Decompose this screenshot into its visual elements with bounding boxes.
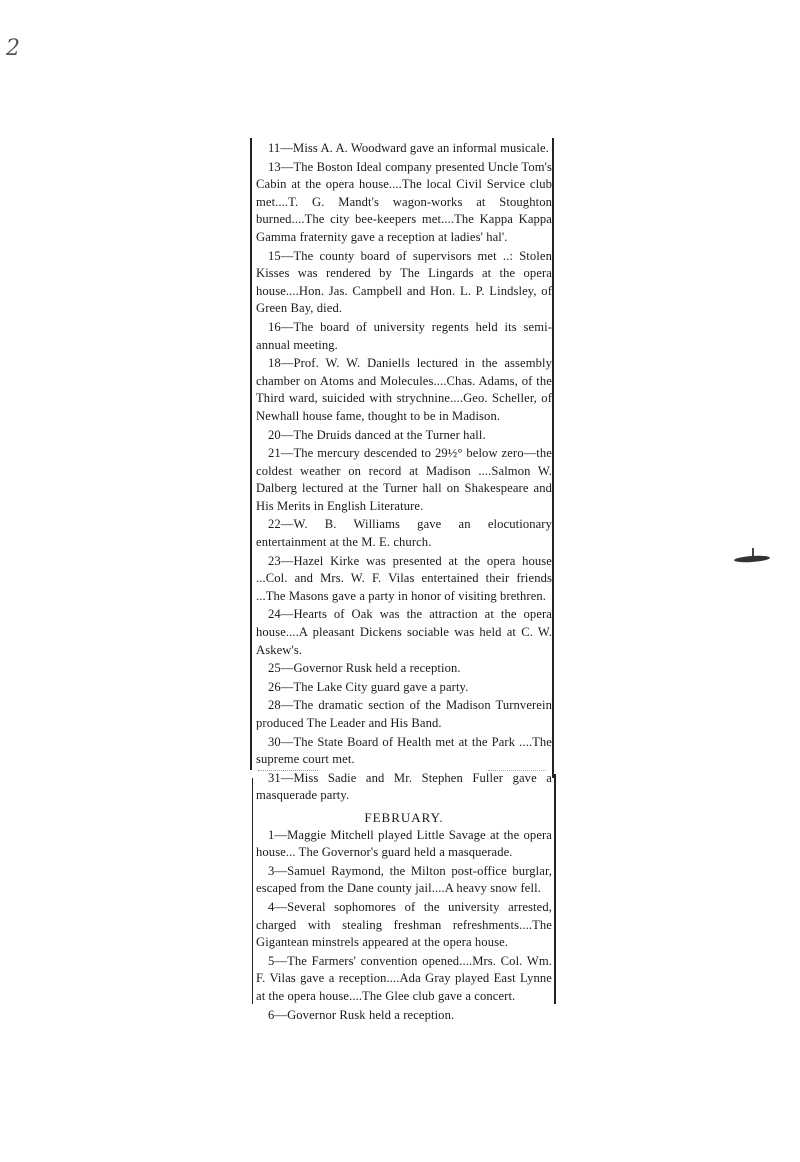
- newspaper-clipping: [250, 130, 556, 1022]
- entry-jan-30: 30—The State Board of Health met at the Park ....The supreme court met.: [256, 734, 552, 767]
- entry-jan-25: 25—Governor Rusk held a reception.: [268, 661, 461, 676]
- entry-jan-31: 31—Miss Sadie and Mr. Stephen Fuller gave a masquerade party.: [256, 770, 552, 803]
- month-heading-february: FEBRUARY.: [364, 809, 444, 825]
- entry-jan-15: 15—The county board of supervisors met ..: Stolen Kisses was rendered by The Lingards at the opera house....Hon. Jas. Campbell and Hon. L. P. Lindsley, of Green Bay, died.: [256, 248, 552, 316]
- column-rule-left-lower: [252, 778, 253, 1004]
- entry-jan-24: 24—Hearts of Oak was the attraction at the opera house....A pleasant Dickens sociable was held at C. W. Askew's.: [256, 607, 552, 657]
- entry-feb-5: 5—The Farmers' convention opened....Mrs. Col. Wm. F. Vilas gave a reception....Ada Gray played East Lynne at the opera house....The Glee club gave a concert.: [256, 953, 552, 1003]
- entry-jan-18: 18—Prof. W. W. Daniells lectured in the assembly chamber on Atoms and Molecules....Chas. Adams, of the Third ward, suicided with strychnine....Geo. Scheller, of Newhall house fame, thought to be in Madison.: [256, 356, 552, 423]
- january-section: [256, 140, 552, 805]
- entry-feb-1: 1—Maggie Mitchell played Little Savage at the opera house... The Governor's guard held a masquerade.: [256, 827, 552, 860]
- entry-jan-28: 28—The dramatic section of the Madison Turnverein produced The Leader and His Band.: [256, 698, 552, 730]
- entry-jan-26: 26—The Lake City guard gave a party.: [268, 679, 469, 694]
- entry-jan-23: 23—Hazel Kirke was presented at the opera house ...Col. and Mrs. W. F. Vilas entertained their friends ...The Masons gave a party in honor of visiting brethren.: [256, 553, 552, 603]
- column-rule-left: [250, 138, 252, 770]
- column-rule-right-lower: [554, 774, 556, 1004]
- chronicle-article: [256, 140, 552, 1025]
- entry-feb-6: 6—Governor Rusk held a reception.: [268, 1007, 455, 1022]
- entry-feb-3: 3—Samuel Raymond, the Milton post-office burglar, escaped from the Dane county jail....A heavy snow fell.: [256, 863, 552, 896]
- ink-mark: [752, 548, 754, 556]
- entry-feb-4: 4—Several sophomores of the university arrested, charged with stealing freshman refreshments....The Gigantean minstrels appeared at the opera house.: [256, 899, 552, 950]
- entry-jan-20: 20—The Druids danced at the Turner hall.: [268, 427, 486, 442]
- handwritten-page-number: 2: [6, 36, 20, 61]
- entry-jan-21: 21—The mercury descended to 29½° below zero—the coldest weather on record at Madison ....Salmon W. Dalberg lectured at the Turner hall on Shakespeare and His Merits in English Literature.: [256, 446, 552, 513]
- entry-jan-11: 11—Miss A. A. Woodward gave an informal musicale.: [268, 141, 549, 155]
- february-section: [256, 827, 552, 1025]
- ink-smudge: [734, 555, 770, 563]
- column-rule-right: [552, 138, 554, 778]
- entry-jan-22: 22—W. B. Williams gave an elocutionary entertainment at the M. E. church.: [256, 517, 552, 550]
- entry-jan-16: 16—The board of university regents held its semi-annual meeting.: [256, 319, 552, 352]
- entry-jan-13: 13—The Boston Ideal company presented Uncle Tom's Cabin at the opera house....The local Civil Service club met....T. G. Mandt's wagon-works at Stoughton burned....The city bee-keepers met....The Kappa Kappa Gamma fraternity gave a reception at ladies' hal'.: [256, 159, 552, 244]
